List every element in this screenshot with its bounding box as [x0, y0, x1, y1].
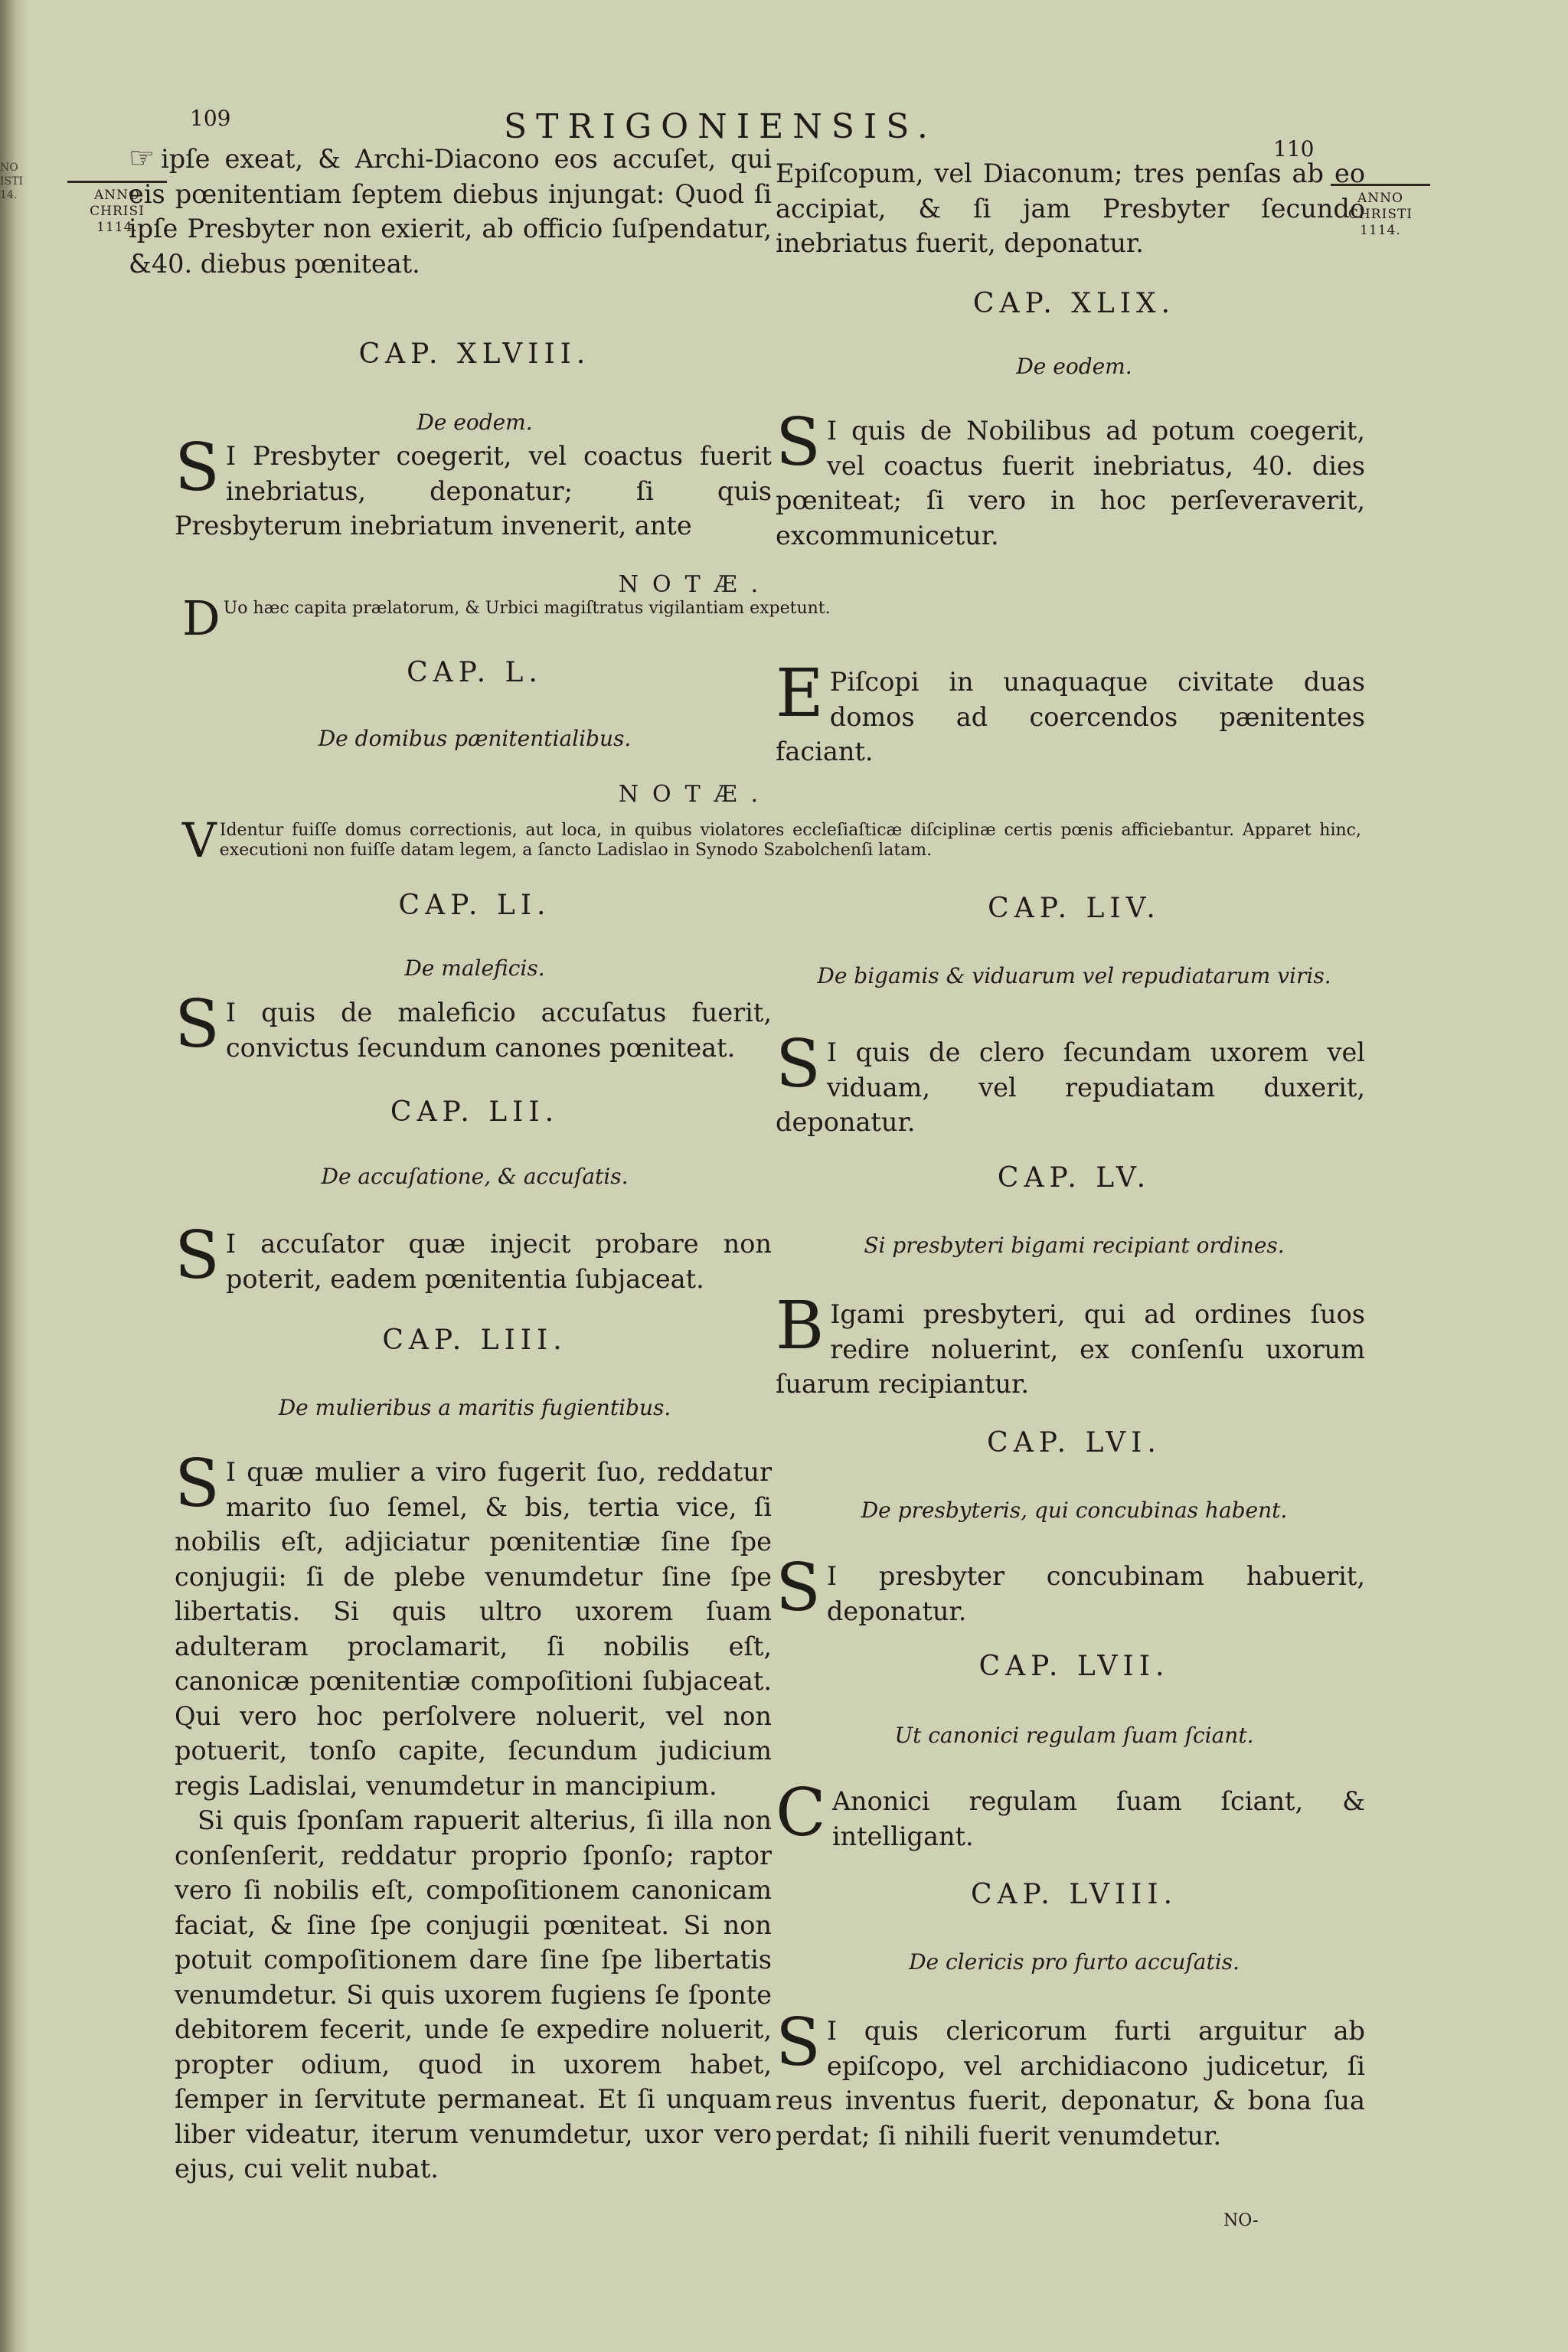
chapter-heading: CAP. LI. [398, 890, 551, 921]
chapter-text [175, 430, 772, 544]
chapter-body: Igami presbyteri, qui ad ordines ſuos redire noluerint, ex conſenſu uxorum ſuarum recipiantur. [776, 1299, 1365, 1399]
chapter-body: I quis clericorum furti arguitur ab epiſcopo, vel archidiacono judicetur, ſi reus inventus fuerit, deponatur, & bona ſua perdat; ſi nihili fuerit venumdetur. [776, 2016, 1365, 2151]
chapter-text [175, 1217, 772, 1296]
margin-year: 1114. [1360, 223, 1401, 238]
chapter-subtitle: De accuſatione, & accuſatis. [321, 1164, 629, 1189]
chapter-subtitle: De eodem. [416, 410, 533, 435]
chapter-subtitle: De mulieribus a maritis fugientibus. [278, 1395, 671, 1420]
chapter-text [776, 655, 1365, 769]
chapter-heading: CAP. LVII. [978, 1651, 1170, 1682]
notes-body: Identur fuiſſe domus correctionis, aut loca, in quibus violatores eccleſiaſticæ diſciplinæ certis pœnis afficiebantur. Apparet hinc, executioni non fuiſſe datam legem, a ſancto Ladislao in Synodo Szabolchenſi latam. [219, 821, 1361, 860]
chapter-heading: CAP. LVI. [987, 1427, 1161, 1459]
chapter-heading: CAP. LIII. [382, 1325, 567, 1356]
margin-christi: CHRISTI [1348, 207, 1413, 222]
chapter-heading: CAP. LV. [997, 1162, 1152, 1194]
chapter-paragraph: Si quis ſponſam rapuerit alterius, ſi illa non conſenſerit, reddatur proprio ſponſo; raptor vero ſi nobilis eſt, compoſitionem canonicam faciat, & ſine ſpe conjugii pœniteat. Si non potuit compoſitionem dare ſine ſpe libertatis venumdetur. Si quis uxorem fugiens ſe ſponte debitorem fecerit, unde ſe expedire noluerit, propter odium, quod in uxorem habet, ſemper in ſervitute permaneat. Et ſi unquam liber videatur, iterum venumdetur, uxor vero ejus, cui velit nubat. [175, 1805, 772, 2184]
chapter-heading: CAP. LII. [390, 1096, 560, 1128]
chapter-heading: CAP. XLIX. [972, 288, 1176, 319]
drop-cap: S [175, 1446, 220, 1522]
catchword: NO- [1223, 2211, 1259, 2230]
chapter-heading: CAP. XLVIII. [358, 338, 591, 370]
chapter-body: I quis de Nobilibus ad potum coegerit, vel coactus fuerit inebriatus, 40. dies pœniteat; ſi vero in hoc perſeveraverit, excommunicetur. [776, 416, 1365, 550]
chapter-subtitle: De eodem. [1016, 354, 1132, 379]
margin-christi: CHRISI [90, 204, 145, 219]
page-number-right: 110 [1273, 136, 1315, 162]
chapter-heading: CAP. LIV. [988, 893, 1161, 924]
chapter-text [776, 1288, 1365, 1402]
drop-cap: E [776, 655, 824, 732]
page-gutter [0, 0, 29, 2352]
chapter-text [175, 1446, 772, 2187]
running-title: STRIGONIENSIS. [504, 107, 937, 146]
chapter-text [776, 1775, 1365, 1854]
drop-cap: V [182, 812, 217, 868]
chapter-body: Piſcopi in unaquaque civitate duas domos ad coercendos pænitentes faciant. [776, 667, 1365, 766]
notes-text [182, 812, 1361, 868]
drop-cap: S [175, 1217, 220, 1294]
drop-cap: S [776, 2004, 821, 2081]
right-column-continuation: Epiſcopum, vel Diaconum; tres penſas ab eo accipiat, & ſi jam Presbyter ſecundo inebriatus fuerit, deponatur. [776, 158, 1365, 258]
margin-word: ISTI [0, 175, 23, 188]
margin-word: NO [0, 162, 18, 174]
margin-word: 14. [0, 189, 18, 201]
drop-cap: S [776, 1550, 821, 1626]
continuation-text: ipſe exeat, & Archi-Diacono eos accuſet, qui eis pœnitentiam ſeptem diebus injungat: Quod ſi ipſe Presbyter non exierit, ab officio ſuſpendatur, &40. diebus pœniteat. [129, 144, 772, 279]
drop-cap: S [776, 1026, 821, 1102]
left-column-continuation [129, 141, 772, 281]
chapter-body: I quæ mulier a viro fugerit ſuo, reddatur marito ſuo ſemel, & bis, tertia vice, ſi nobilis eſt, adjiciatur pœnitentiæ ſine ſpe conjugii: ſi de plebe venumdetur ſine ſpe libertatis. Si quis ultro uxorem ſuam adulteram proclamarit, ſi nobilis eſt, canonicæ pœnitentiæ compoſitioni ſubjaceat. Qui vero hoc perſolvere noluerit, vel non potuerit, tonſo capite, ſecundum judicium regis Ladislai, venumdetur in mancipium. [175, 1457, 772, 1801]
chapter-subtitle: De domibus pænitentialibus. [318, 726, 632, 751]
drop-cap: B [776, 1288, 825, 1364]
notes-heading: NOTÆ. [618, 781, 773, 808]
previous-page-margin-note [0, 161, 23, 202]
chapter-text [776, 2004, 1365, 2153]
chapter-text [776, 404, 1365, 553]
drop-cap: D [182, 590, 220, 646]
chapter-body: Anonici regulam ſuam ſciant, & intelligant. [831, 1786, 1365, 1851]
drop-cap: S [175, 986, 220, 1063]
notes-text [182, 590, 1361, 646]
drop-cap: S [776, 404, 821, 481]
chapter-heading: CAP. L. [407, 657, 543, 688]
chapter-subtitle: Si presbyteri bigami recipiant ordines. [864, 1233, 1285, 1258]
chapter-subtitle: Ut canonici regulam ſuam ſciant. [894, 1723, 1254, 1748]
chapter-body: I accuſator quæ injecit probare non poterit, eadem pœnitentia ſubjaceat. [225, 1229, 772, 1294]
pointing-hand-icon: ☞ [129, 141, 155, 175]
chapter-body: I presbyter concubinam habuerit, deponatur. [826, 1561, 1365, 1626]
chapter-subtitle: De clericis pro furto accuſatis. [909, 1949, 1240, 1975]
chapter-heading: CAP. LVIII. [970, 1879, 1178, 1910]
chapter-subtitle: De maleficis. [404, 956, 545, 981]
chapter-body: I Presbyter coegerit, vel coactus fuerit inebriatus, deponatur; ſi quis Presbyterum inebriatum invenerit, ante [175, 441, 772, 541]
margin-anno: ANNO [1357, 191, 1403, 206]
chapter-text [175, 986, 772, 1065]
margin-anno: ANNO [94, 188, 140, 203]
drop-cap: C [776, 1775, 826, 1851]
book-page [29, 0, 1568, 2352]
notes-body: Uo hæc capita prælatorum, & Urbici magiſtratus vigilantiam expetunt. [223, 599, 831, 618]
notes-heading: NOTÆ. [618, 571, 773, 598]
drop-cap: S [175, 430, 220, 506]
chapter-text [776, 1026, 1365, 1140]
chapter-subtitle: De presbyteris, qui concubinas habent. [861, 1498, 1288, 1523]
margin-year: 1114. [96, 220, 138, 235]
chapter-body: I quis de maleficio accuſatus fuerit, convictus ſecundum canones pœniteat. [225, 998, 772, 1063]
chapter-text [776, 1550, 1365, 1628]
chapter-subtitle: De bigamis & viduarum vel repudiatarum viris. [817, 963, 1331, 988]
page-number-left: 109 [190, 106, 231, 131]
chapter-body: I quis de clero ſecundam uxorem vel viduam, vel repudiatam duxerit, deponatur. [776, 1037, 1365, 1137]
